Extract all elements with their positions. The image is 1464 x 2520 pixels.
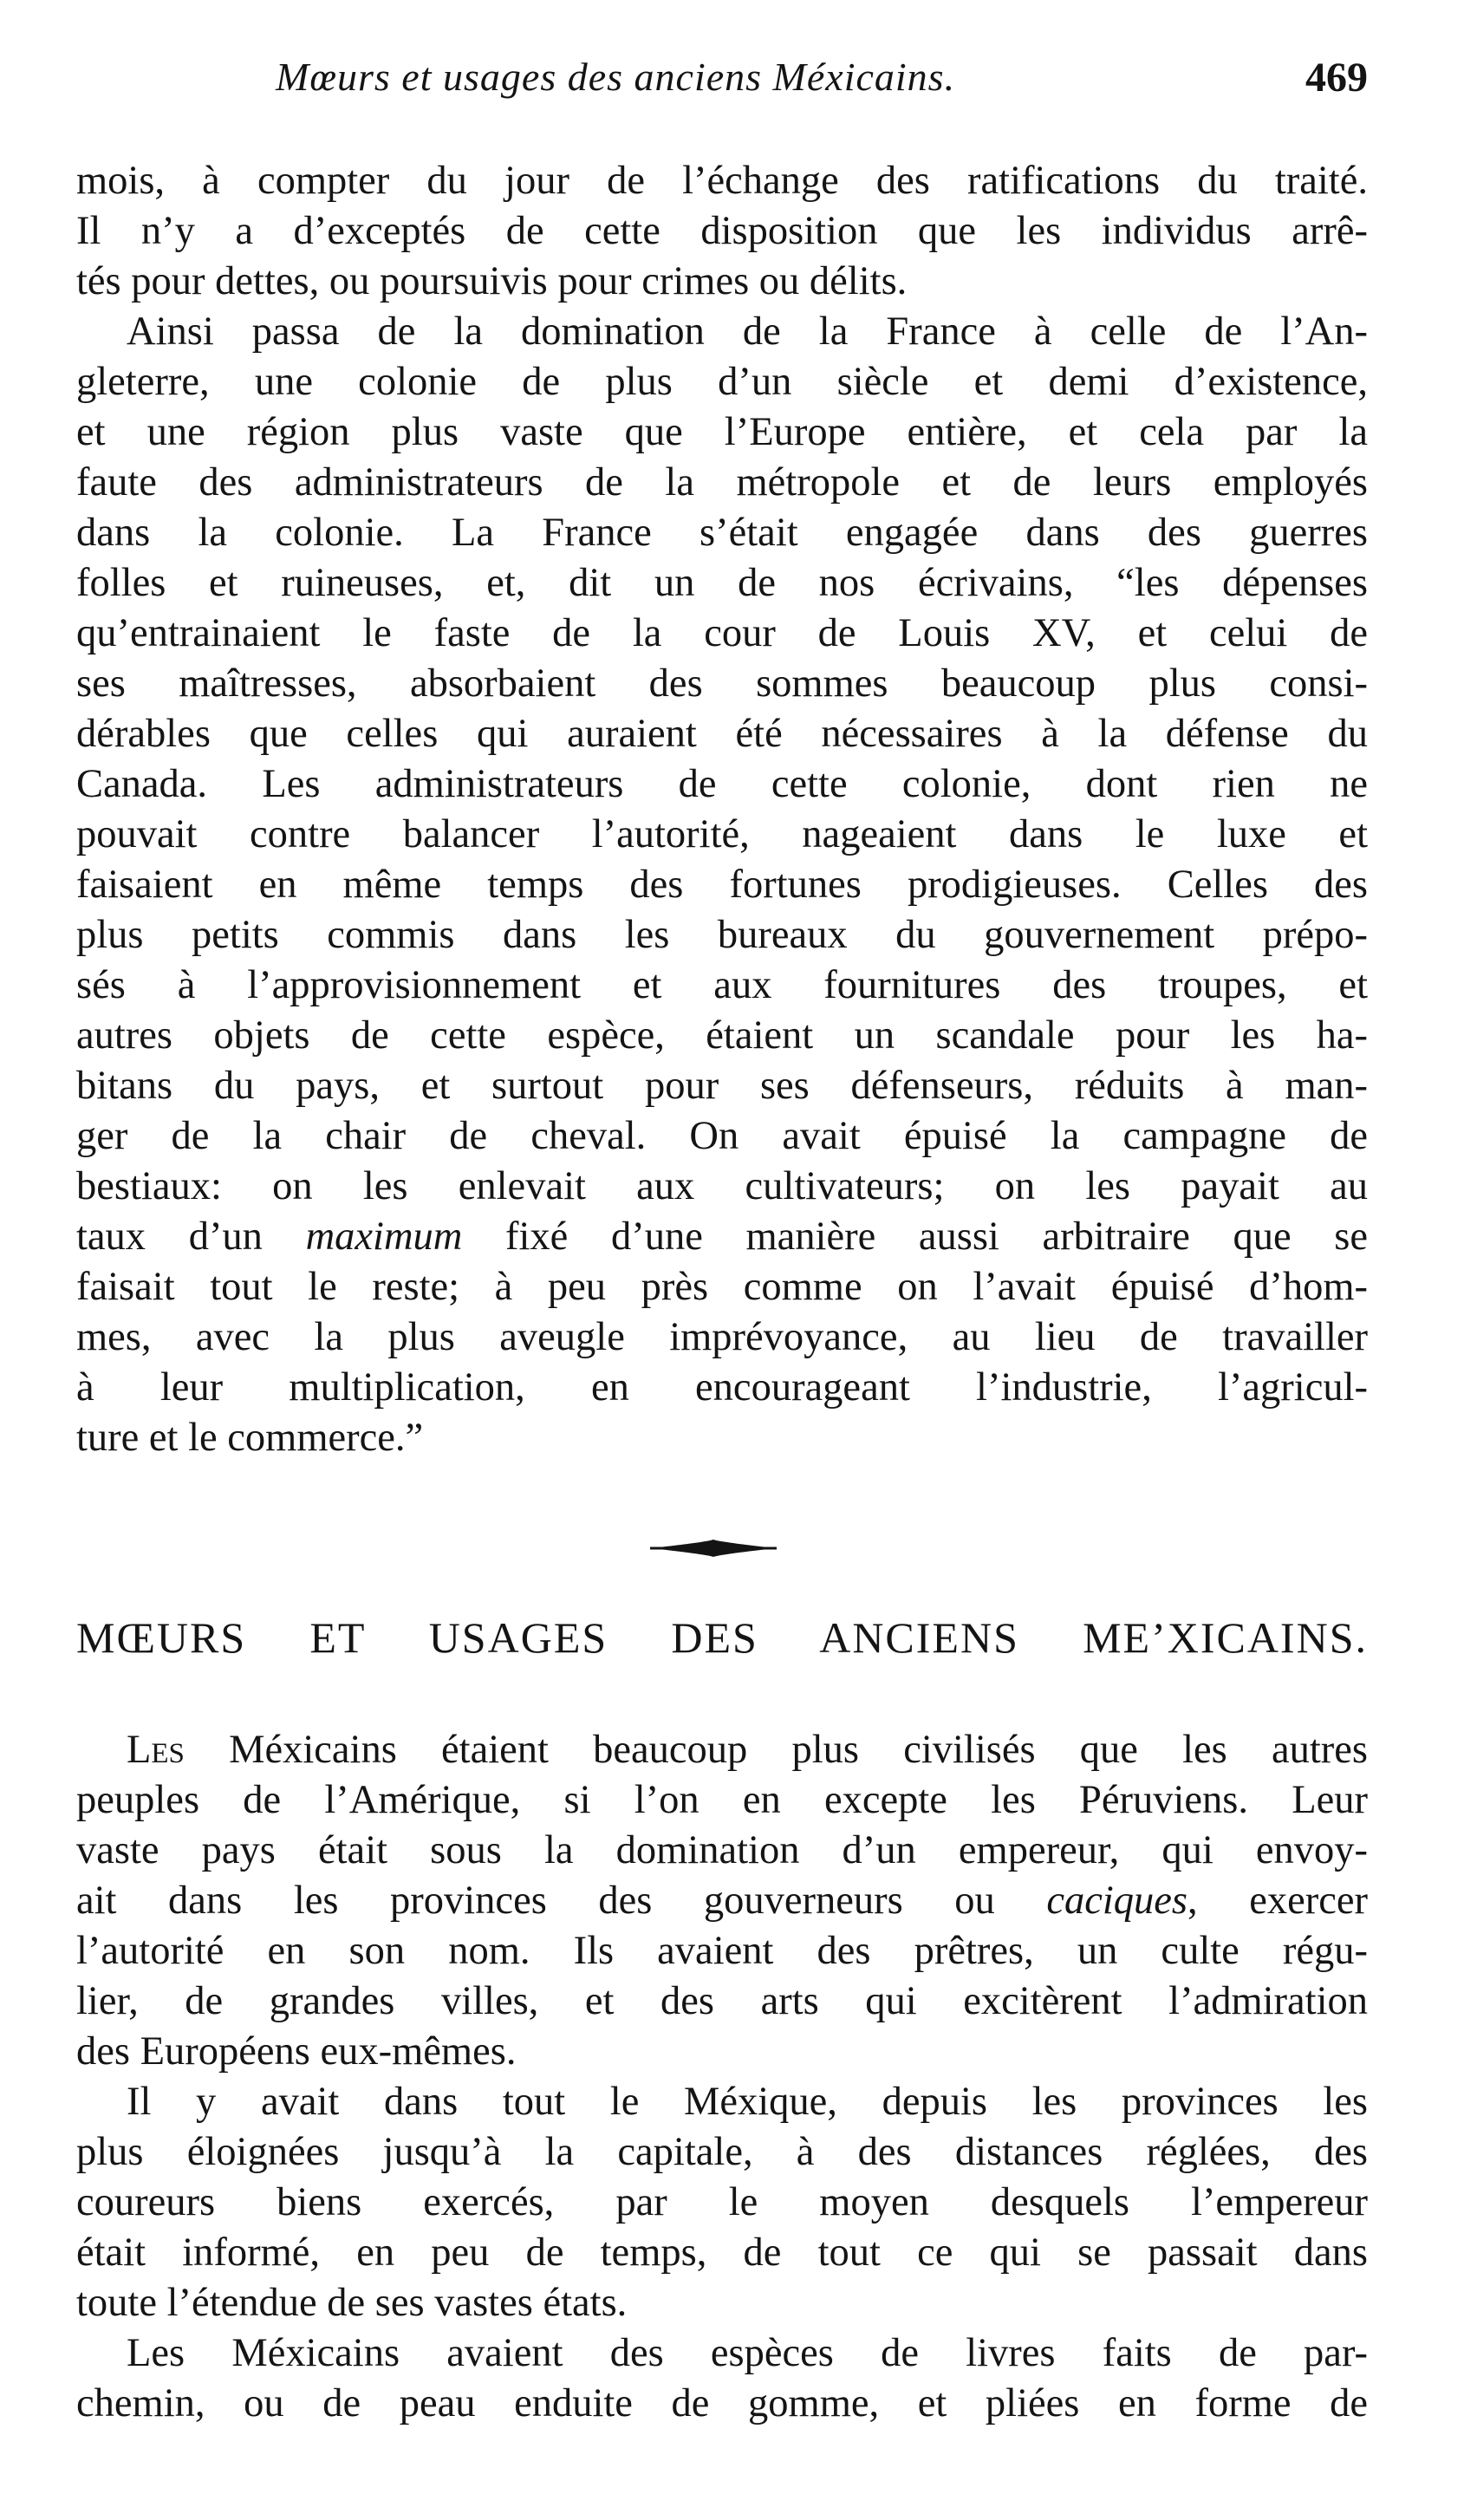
ornament-dash: [648, 1536, 778, 1560]
text-line: lier, de grandes villes, et des arts qui excitèrent l’admiration: [76, 1979, 1368, 2023]
running-title: Mœurs et usages des anciens Méxicains.: [276, 55, 956, 99]
text-line: qu’entrainaient le faste de la cour de Louis XV, et celui de: [76, 611, 1368, 655]
text-line: pouvait contre balancer l’autorité, nageaient dans le luxe et: [76, 812, 1368, 856]
page-number: 469: [1305, 55, 1368, 101]
text-line: bestiaux: on les enlevait aux cultivateurs; on les payait au: [76, 1164, 1368, 1208]
text-line: des Européens eux-mêmes.: [76, 2029, 517, 2074]
text-line: Canada. Les administrateurs de cette colonie, dont rien ne: [76, 762, 1368, 806]
text-line: et une région plus vaste que l’Europe entière, et cela par la: [76, 410, 1368, 454]
text-line: Il n’y a d’exceptés de cette disposition que les individus arrê-: [76, 209, 1368, 253]
text-line: taux d’un maximum fixé d’une manière aussi arbitraire que se: [76, 1214, 1368, 1259]
section-heading: MŒURS ET USAGES DES ANCIENS ME’XICAINS.: [76, 1613, 1368, 1662]
text-line: gleterre, une colonie de plus d’un siècle et demi d’existence,: [76, 360, 1368, 404]
text-line: autres objets de cette espèce, étaient un scandale pour les ha-: [76, 1013, 1368, 1058]
text-line: Les Méxicains avaient des espèces de livres faits de par-: [127, 2331, 1368, 2375]
text-line: à leur multiplication, en encourageant l’industrie, l’agricul-: [76, 1365, 1368, 1410]
text-line: dans la colonie. La France s’était engagée dans des guerres: [76, 511, 1368, 555]
running-head: [76, 54, 1368, 106]
text-line: tés pour dettes, ou poursuivis pour crimes ou délits.: [76, 259, 908, 303]
text-line: l’autorité en son nom. Ils avaient des prêtres, un culte régu-: [76, 1929, 1368, 1973]
text-line: bitans du pays, et surtout pour ses défenseurs, réduits à man-: [76, 1064, 1368, 1108]
text-line: faisait tout le reste; à peu près comme on l’avait épuisé d’hom-: [76, 1265, 1368, 1309]
text-line: chemin, ou de peau enduite de gomme, et pliées en forme de: [76, 2381, 1368, 2426]
text-line: coureurs biens exercés, par le moyen desquels l’empereur: [76, 2180, 1368, 2224]
text-line: Il y avait dans tout le Méxique, depuis les provinces les: [127, 2080, 1368, 2124]
text-line: ger de la chair de cheval. On avait épuisé la campagne de: [76, 1114, 1368, 1158]
text-line: mes, avec la plus aveugle imprévoyance, au lieu de travailler: [76, 1315, 1368, 1359]
text-line: plus éloignées jusqu’à la capitale, à des distances réglées, des: [76, 2130, 1368, 2174]
continued-paragraph-block: [76, 156, 1368, 1463]
text-line: plus petits commis dans les bureaux du gouvernement prépo-: [76, 913, 1368, 957]
text-line: vaste pays était sous la domination d’un empereur, qui envoy-: [76, 1828, 1368, 1872]
text-line: faute des administrateurs de la métropole et de leurs employés: [76, 460, 1368, 505]
text-line: Ainsi passa de la domination de la France à celle de l’An-: [127, 309, 1368, 354]
section-body: [76, 1725, 1368, 2429]
text-line: était informé, en peu de temps, de tout ce qui se passait dans: [76, 2230, 1368, 2275]
text-line: dérables que celles qui auraient été nécessaires à la défense du: [76, 712, 1368, 756]
text-line: ait dans les provinces des gouverneurs ou caciques, exercer: [76, 1879, 1368, 1923]
text-line: mois, à compter du jour de l’échange des ratifications du traité.: [76, 159, 1368, 203]
text-line: toute l’étendue de ses vastes états.: [76, 2281, 628, 2325]
text-line: sés à l’approvisionnement et aux fournitures des troupes, et: [76, 963, 1368, 1007]
text-line: ture et le commerce.”: [76, 1416, 424, 1460]
text-line: ses maîtresses, absorbaient des sommes beaucoup plus consi-: [76, 661, 1368, 706]
text-line: folles et ruineuses, et, dit un de nos écrivains, “les dépenses: [76, 561, 1368, 605]
text-line: faisaient en même temps des fortunes prodigieuses. Celles des: [76, 863, 1368, 907]
text-line: peuples de l’Amérique, si l’on en excepte les Péruviens. Leur: [76, 1778, 1368, 1822]
text-line: Les Méxicains étaient beaucoup plus civilisés que les autres: [127, 1728, 1368, 1772]
